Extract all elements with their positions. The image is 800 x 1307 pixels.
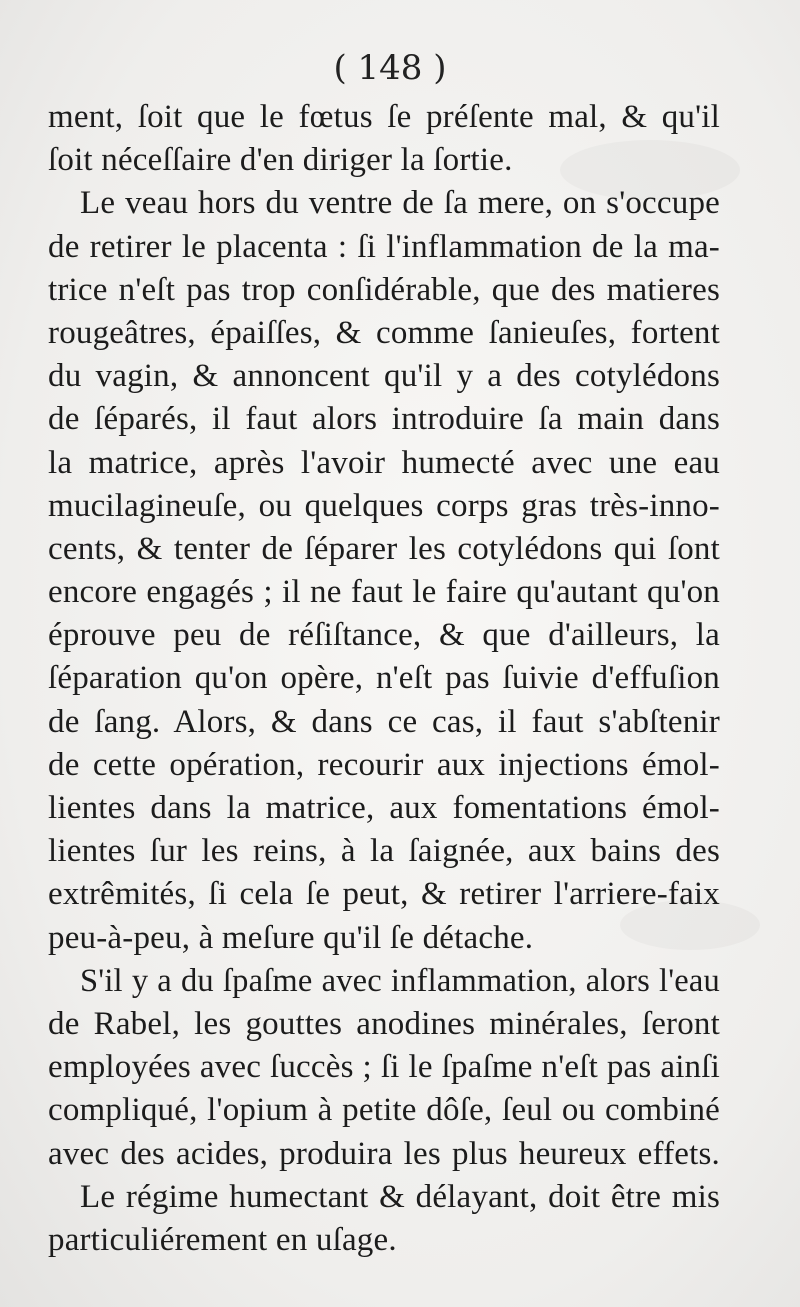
text-line: de retirer le placenta : ſi l'inflammation de la ma- bbox=[48, 228, 720, 265]
text-line: extrêmités, ſi cela ſe peut, & retirer l'arriere-faix bbox=[48, 876, 720, 913]
text-line: cents, & tenter de ſéparer les cotylédons qui ſont bbox=[48, 530, 720, 567]
text-line: de ſéparés, il faut alors introduire ſa main dans bbox=[48, 401, 720, 438]
text-line: avec des acides, produira les plus heureux effets. bbox=[48, 1135, 720, 1172]
body-text bbox=[48, 96, 720, 1262]
text-line: éprouve peu de réſiſtance, & que d'ailleurs, la bbox=[48, 617, 720, 654]
text-line: lientes dans la matrice, aux fomentations émol- bbox=[48, 790, 720, 826]
text-line: trice n'eſt pas trop conſidérable, que des matieres bbox=[48, 271, 720, 308]
text-line: de Rabel, les gouttes anodines minérales, ſeront bbox=[48, 1005, 720, 1042]
text-line: Le régime humectant & délayant, doit être mis bbox=[80, 1178, 720, 1215]
text-line: S'il y a du ſpaſme avec inflammation, alors l'eau bbox=[80, 962, 720, 999]
text-line: de ſang. Alors, & dans ce cas, il faut s'abſtenir bbox=[48, 703, 720, 740]
text-line: compliqué, l'opium à petite dôſe, ſeul ou combiné bbox=[48, 1092, 720, 1129]
text-line: de cette opération, recourir aux injections émol- bbox=[48, 746, 720, 783]
text-line: employées avec ſuccès ; ſi le ſpaſme n'eſt pas ainſi bbox=[48, 1049, 720, 1086]
text-line: lientes ſur les reins, à la ſaignée, aux bains des bbox=[48, 833, 720, 870]
text-line: mucilagineuſe, ou quelques corps gras très-inno- bbox=[48, 487, 720, 524]
text-line: ſoit néceſſaire d'en diriger la ſortie. bbox=[48, 142, 513, 179]
page-number: ( 148 ) bbox=[333, 48, 447, 88]
text-line: rougeâtres, épaiſſes, & comme ſanieuſes, fortent bbox=[48, 314, 720, 351]
text-line: encore engagés ; il ne faut le faire qu'autant qu'on bbox=[48, 574, 720, 611]
text-line: peu-à-peu, à meſure qu'il ſe détache. bbox=[48, 919, 534, 956]
text-line: Le veau hors du ventre de ſa mere, on s'occupe bbox=[80, 185, 720, 222]
text-line: du vagin, & annoncent qu'il y a des cotylédons bbox=[48, 358, 720, 395]
text-line: la matrice, après l'avoir humecté avec une eau bbox=[48, 444, 720, 481]
text-line: ment, ſoit que le fœtus ſe préſente mal, & qu'il bbox=[48, 99, 720, 135]
text-line: particuliérement en uſage. bbox=[48, 1221, 397, 1258]
text-line: ſéparation qu'on opère, n'eſt pas ſuivie d'effuſion bbox=[48, 660, 720, 697]
